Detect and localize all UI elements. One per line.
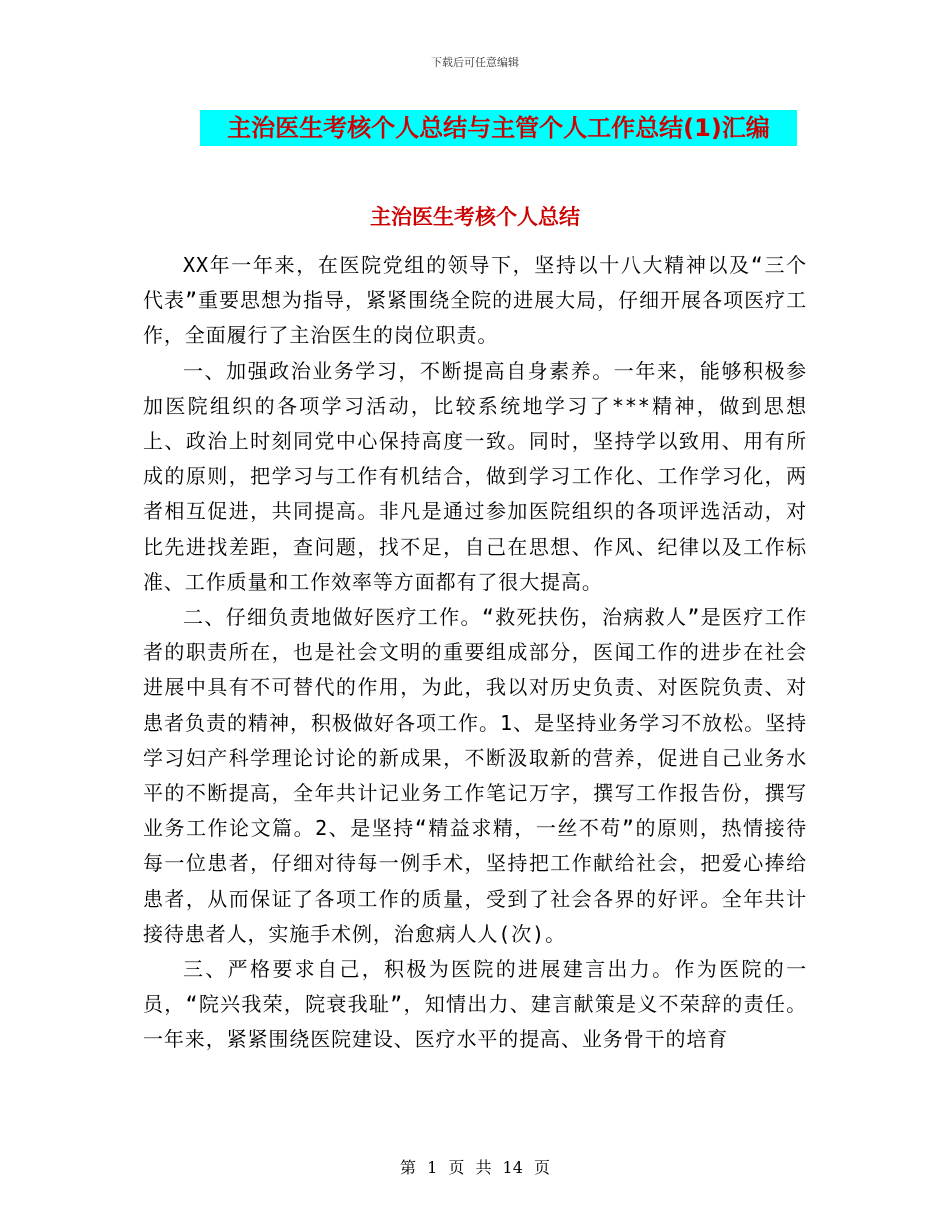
section-title: 主治医生考核个人总结 xyxy=(370,205,580,229)
paragraph: 一、加强政治业务学习，不断提高自身素养。一年来，能够积极参加医院组织的各项学习活动，比较系统地学习了***精神，做到思想上、政治上时刻同党中心保持高度一致。同时，坚持学以致用、用有所成的原则，把学习与工作有机结合，做到学习工作化、工作学习化，两者相互促进，共同提高。非凡是通过参加医院组织的各项评选活动，对比先进找差距，查问题，找不足，自己在思想、作风、纪律以及工作标准、工作质量和工作效率等方面都有了很大提高。 xyxy=(143,358,807,594)
paragraph: 二、仔细负责地做好医疗工作。“救死扶伤，治病救人”是医疗工作者的职责所在，也是社会文明的重要组成部分，医闻工作的进步在社会进展中具有不可替代的作用，为此，我以对历史负责、对医院负责、对患者负责的精神，积极做好各项工作。1、是坚持业务学习不放松。坚持学习妇产科学理论讨论的新成果，不断汲取新的营养，促进自己业务水平的不断提高，全年共计记业务工作笔记万字，撰写工作报告份，撰写业务工作论文篇。2、是坚持“精益求精，一丝不苟”的原则，热情接待每一位患者，仔细对待每一例手术，坚持把工作献给社会，把爱心捧给患者，从而保证了各项工作的质量，受到了社会各界的好评。全年共计接待患者人，实施手术例，治愈病人人(次)。 xyxy=(143,605,807,946)
document-body xyxy=(143,248,807,1058)
paragraph: 三、严格要求自己，积极为医院的进展建言出力。作为医院的一员，“院兴我荣，院衰我耻”，知情出力、建言献策是义不荣辞的责任。一年来，紧紧围绕医院建设、医疗水平的提高、业务骨干的培育 xyxy=(143,957,807,1052)
main-title-highlight xyxy=(200,110,797,146)
document-title: 主治医生考核个人总结与主管个人工作总结(1)汇编 xyxy=(227,114,770,142)
paragraph: XX年一年来，在医院党组的领导下，坚持以十八大精神以及“三个代表”重要思想为指导，紧紧围绕全院的进展大局，仔细开展各项医疗工作，全面履行了主治医生的岗位职责。 xyxy=(143,253,807,348)
header-note: 下载后可任意编辑 xyxy=(431,56,519,69)
page-number: 第 1 页 共 14 页 xyxy=(400,1158,550,1177)
